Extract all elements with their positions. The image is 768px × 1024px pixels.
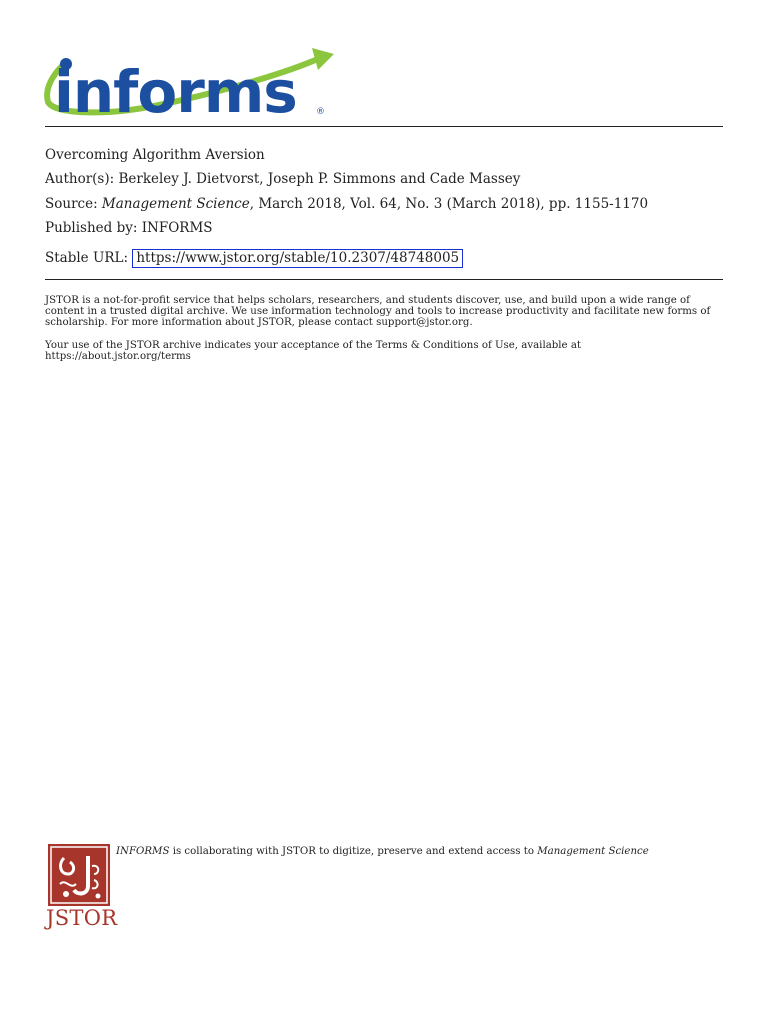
- source-journal: Management Science: [101, 196, 250, 212]
- logo-wordmark: informs: [54, 58, 297, 120]
- authors-label: Author(s):: [45, 171, 115, 187]
- source-details: , March 2018, Vol. 64, No. 3 (March 2018), pp. 1155-1170: [249, 196, 649, 212]
- informs-logo-graphic: [44, 44, 334, 120]
- top-divider: [45, 126, 723, 127]
- published-label: Published by:: [45, 220, 138, 236]
- jstor-logo-icon: [48, 844, 110, 906]
- url-label: Stable URL:: [45, 250, 129, 266]
- informs-logo: [44, 44, 334, 120]
- middle-divider: [45, 279, 723, 280]
- footer-journal: Management Science: [537, 846, 649, 857]
- collaboration-statement: [116, 846, 656, 857]
- publisher-value: INFORMS: [141, 220, 213, 236]
- jstor-wordmark: JSTOR: [46, 906, 118, 930]
- article-publisher-line: [45, 220, 213, 237]
- article-title: Overcoming Algorithm Aversion: [45, 147, 265, 163]
- source-label: Source:: [45, 196, 98, 212]
- authors-value: Berkeley J. Dietvorst, Joseph P. Simmons and Cade Massey: [118, 171, 521, 187]
- article-source-line: [45, 196, 648, 213]
- article-authors-line: [45, 171, 520, 188]
- footer-middle-text: is collaborating with JSTOR to digitize, preserve and extend access to: [169, 846, 538, 857]
- stable-url-link[interactable]: https://www.jstor.org/stable/10.2307/48748005: [132, 249, 463, 268]
- stable-url-line: [45, 249, 463, 268]
- footer-publisher: INFORMS: [116, 846, 170, 857]
- jstor-about-paragraph: JSTOR is a not-for-profit service that helps scholars, researchers, and students discover, use, and build upon a wide range of content in a trusted digital archive. We use information technology and tools to increase productivity and facilitate new forms of scholarship. For more information about JSTOR, please contact support@jstor.org.: [45, 295, 711, 329]
- registered-mark: ®: [316, 107, 325, 117]
- terms-paragraph: Your use of the JSTOR archive indicates your acceptance of the Terms & Conditions of Use, available at https://about.jstor.org/terms: [45, 340, 581, 363]
